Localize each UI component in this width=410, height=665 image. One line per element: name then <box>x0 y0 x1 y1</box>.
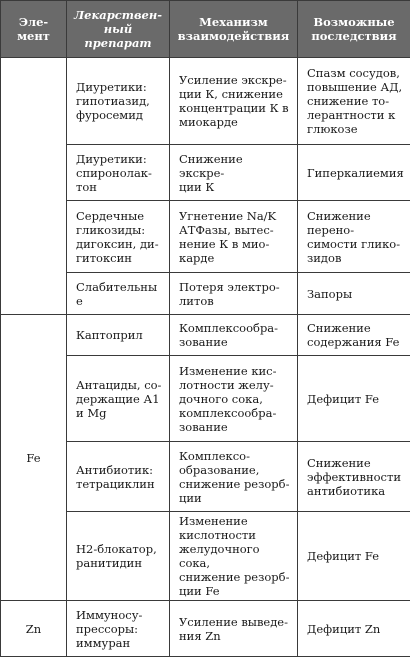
table-row <box>1 601 410 657</box>
effect-cell: Гиперкалиемия <box>298 145 410 201</box>
mechanism-cell: Снижение экскре- ции К <box>170 145 298 201</box>
mechanism-cell: Усиление выведе- ния Zn <box>170 601 298 657</box>
header-consequences: Возможные последствия <box>298 1 410 58</box>
drug-cell: Каптоприл <box>67 315 170 356</box>
mechanism-cell: Комплексообра- зование <box>170 315 298 356</box>
mechanism-cell: Усиление экскре- ции К, снижение концентрации К в миокарде <box>170 58 298 145</box>
mechanism-cell: Изменение кислотности желудочного сока, снижение резорб- ции Fe <box>170 512 298 601</box>
effect-cell: Спазм сосудов, повышение АД, снижение то- лерантности к глюкозе <box>298 58 410 145</box>
drug-cell: Антациды, со- держащие А1 и Mg <box>67 356 170 442</box>
mechanism-cell: Потеря электро- литов <box>170 273 298 315</box>
effect-cell: Снижение содержания Fe <box>298 315 410 356</box>
effect-cell: Запоры <box>298 273 410 315</box>
effect-cell: Снижение перено- симости глико- зидов <box>298 201 410 273</box>
effect-cell: Снижение эффективности антибиотика <box>298 442 410 512</box>
effect-cell: Дефицит Zn <box>298 601 410 657</box>
drug-cell: Н2-блокатор, ранитидин <box>67 512 170 601</box>
mechanism-cell: Угнетение Na/K АТФазы, вытес- нение К в мио- карде <box>170 201 298 273</box>
effect-cell: Дефицит Fe <box>298 512 410 601</box>
mechanism-cell: Изменение кис- лотности желу- дочного сока, комплексообра- зование <box>170 356 298 442</box>
element-cell-zn: Zn <box>1 601 67 657</box>
header-mechanism: Механизм взаимодействия <box>170 1 298 58</box>
drug-cell: Антибиотик: тетрациклин <box>67 442 170 512</box>
table-row <box>1 315 410 356</box>
effect-cell: Дефицит Fe <box>298 356 410 442</box>
table-row <box>1 58 410 145</box>
drug-cell: Диуретики: гипотиазид, фуросемид <box>67 58 170 145</box>
drug-cell: Сердечные гликозиды: дигоксин, ди- гитоксин <box>67 201 170 273</box>
element-cell <box>1 58 67 315</box>
drug-cell: Диуретики: спиронолак- тон <box>67 145 170 201</box>
table-header-row <box>1 1 410 58</box>
header-drug: Лекарствен- ный препарат <box>67 1 170 58</box>
element-cell-fe: Fe <box>1 315 67 601</box>
header-element: Эле- мент <box>1 1 67 58</box>
drug-cell: Слабительные <box>67 273 170 315</box>
drug-cell: Иммуносу- прессоры: иммуран <box>67 601 170 657</box>
mechanism-cell: Комплексо- образование, снижение резорб- ции <box>170 442 298 512</box>
